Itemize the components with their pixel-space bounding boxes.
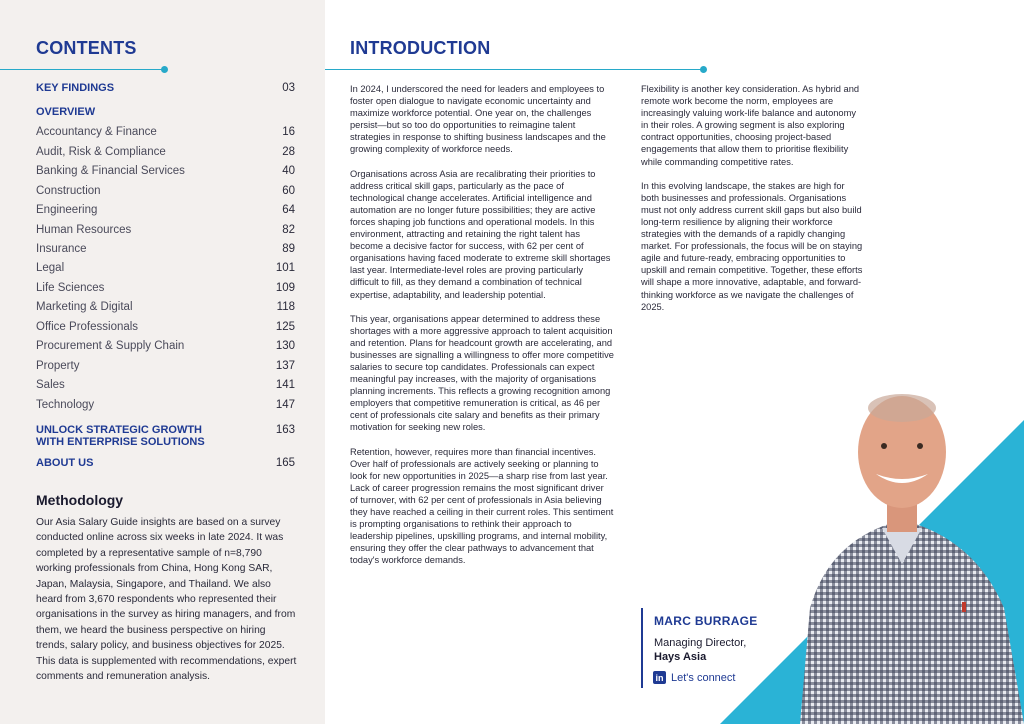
toc-unlock[interactable] [36, 424, 295, 448]
toc-page: 125 [275, 321, 295, 333]
toc-label-line: UNLOCK STRATEGIC GROWTH [36, 424, 203, 436]
toc-label: OVERVIEW [36, 106, 96, 118]
toc-label: Life Sciences [36, 282, 105, 294]
toc-label: Accountancy & Finance [36, 126, 157, 138]
author-role: Managing Director, [654, 637, 747, 649]
toc-label: Engineering [36, 204, 98, 216]
toc-item[interactable] [36, 301, 295, 313]
intro-column-2 [641, 83, 863, 325]
toc-label-line: WITH ENTERPRISE SOLUTIONS [36, 436, 205, 448]
toc-page: 101 [275, 262, 295, 274]
author-name: MARC BURRAGE [654, 614, 758, 628]
toc-page: 141 [275, 379, 295, 391]
toc-page: 147 [275, 399, 295, 411]
toc-page: 130 [275, 340, 295, 352]
toc-item[interactable] [36, 243, 295, 255]
toc-label: Sales [36, 379, 65, 391]
toc-item[interactable] [36, 379, 295, 391]
toc-item[interactable] [36, 321, 295, 333]
contents-rule-dot [161, 66, 168, 73]
toc-item[interactable] [36, 340, 295, 352]
methodology-title: Methodology [36, 492, 124, 508]
connect-label: Let's connect [671, 671, 736, 684]
toc-label: Procurement & Supply Chain [36, 340, 185, 352]
toc-item[interactable] [36, 126, 295, 138]
toc-label: Construction [36, 185, 101, 197]
toc-label: ABOUT US [36, 457, 94, 469]
toc-label [36, 424, 205, 448]
toc-label: Marketing & Digital [36, 301, 133, 313]
intro-paragraph: Flexibility is another key consideration. As hybrid and remote work become the norm, employees are increasingly valuing work-life balance and autonomy in their roles. A growing segment is also exploring contract opportunities, choosing project-based engagements that allow them to prioritise flexibility while commanding competitive rates. [641, 84, 860, 167]
toc-key-findings[interactable] [36, 82, 295, 94]
toc-label: Legal [36, 262, 65, 274]
intro-rule-dot [700, 66, 707, 73]
intro-paragraph: Retention, however, requires more than financial incentives. Over half of professionals are actively seeking or planning to look for new opportunities in 2025—a sharp rise from last year. Lack of career progression remains the most significant driver of turnover, with 62 per cent of professionals in Asia believing they have reached a ceiling in their current roles. This sentiment is prompting organisations to rethink their approach to leadership pipelines, upskilling programs, and internal mobility, ensuring they offer the clear pathways to advancement that today's workforce demands. [350, 446, 614, 566]
toc-item[interactable] [36, 224, 295, 236]
toc-page: 118 [276, 301, 295, 313]
methodology-body: Our Asia Salary Guide insights are based on a survey conducted online across six weeks in late 2024. It was completed by a representative sample of n=8,790 working professionals from China, Hong Kong SAR, Japan, Malaysia, Singapore, and Thailand. We also heard from 3,670 respondents who represented their organisations in the survey as hiring managers, and from them, we heard the business perspective on hiring trends, salary policy, and business objectives for 2025. This data is supplemented with recommendations, expert comments and remuneration analysis. [36, 517, 297, 683]
toc-label: Property [36, 360, 80, 372]
intro-rule [325, 69, 703, 70]
toc-item[interactable] [36, 204, 295, 216]
toc-page: 28 [282, 146, 295, 158]
contents-rule [0, 69, 163, 70]
introduction-heading: INTRODUCTION [350, 38, 491, 58]
toc-page: 163 [275, 424, 295, 436]
toc-label: Banking & Financial Services [36, 165, 185, 177]
toc-item[interactable] [36, 262, 295, 274]
toc-item[interactable] [36, 399, 295, 411]
toc-page: 16 [282, 126, 295, 138]
intro-paragraph: This year, organisations appear determined to address these shortages with a more aggressive approach to talent acquisition and retention. Plans for headcount growth are accelerating, and businesses are signalling a willingness to offer more competitive salaries to secure top candidates. Professionals can expect meaningful pay increases, with the majority of organisations planning increments. This reflects a growing recognition among employers that competitive remuneration is critical, as 46 per cent of professionals cite salary and benefits as their primary motivation for seeking new roles. [350, 313, 614, 433]
intro-paragraph: In 2024, I underscored the need for leaders and employees to foster open dialogue to navigate economic uncertainty and maximize workforce potential. One year on, the challenges persist—but so too do opportunities to reimagine talent strategies in response to shifting business landscapes and the growing complexity of workforce needs. [350, 84, 606, 155]
contents-heading: CONTENTS [36, 38, 137, 58]
toc-page: 64 [282, 204, 295, 216]
toc-item[interactable] [36, 282, 295, 294]
intro-paragraph: Organisations across Asia are recalibrating their priorities to address critical skill gaps, particularly as the pace of technological change accelerates. Artificial intelligence and automation are no longer future possibilities; they are active forces shaping job functions and operational models. In this environment, attracting and retaining the right talent has become a decisive factor for success, with 62 per cent of organisations having faced moderate to extreme skill shortages last year. Intermediate-level roles are proving particularly difficult to fill, as they demand a combination of technical expertise, adaptability, and leadership potential. [350, 168, 611, 300]
toc-label: Insurance [36, 243, 87, 255]
toc-item[interactable] [36, 165, 295, 177]
toc-label: Audit, Risk & Compliance [36, 146, 166, 158]
toc-item[interactable] [36, 360, 295, 372]
author-portrait [790, 388, 1024, 724]
toc-page: 82 [282, 224, 295, 236]
linkedin-icon: in [653, 671, 666, 684]
intro-paragraph: In this evolving landscape, the stakes are high for both businesses and professionals. Organisations must not only address current skill gaps but also build long-term resilience by aligning their workforce strategies with the demands of a rapidly changing market. For professionals, the focus will be on staying agile and future-ready, embracing opportunities to upskill and remain competitive. Together, these efforts will shape a more innovative, adaptable, and forward-thinking workforce as we navigate the challenges of 2025. [641, 180, 863, 312]
toc-label: Office Professionals [36, 321, 139, 333]
toc-overview[interactable] [36, 106, 295, 118]
toc-page: 60 [282, 185, 295, 197]
toc-item[interactable] [36, 185, 295, 197]
toc-page: 40 [282, 165, 295, 177]
toc-label: Human Resources [36, 224, 132, 236]
toc-about[interactable] [36, 457, 295, 469]
toc-page: 03 [282, 82, 295, 94]
toc-label: KEY FINDINGS [36, 82, 115, 94]
toc-page: 89 [282, 243, 295, 255]
intro-column-1 [350, 83, 614, 578]
toc-item[interactable] [36, 146, 295, 158]
toc-page: 109 [275, 282, 295, 294]
toc-page: 165 [275, 457, 295, 469]
author-company: Hays Asia [654, 651, 707, 663]
toc-label: Technology [36, 399, 95, 411]
toc-page: 137 [275, 360, 295, 372]
linkedin-connect-link[interactable] [653, 671, 735, 684]
